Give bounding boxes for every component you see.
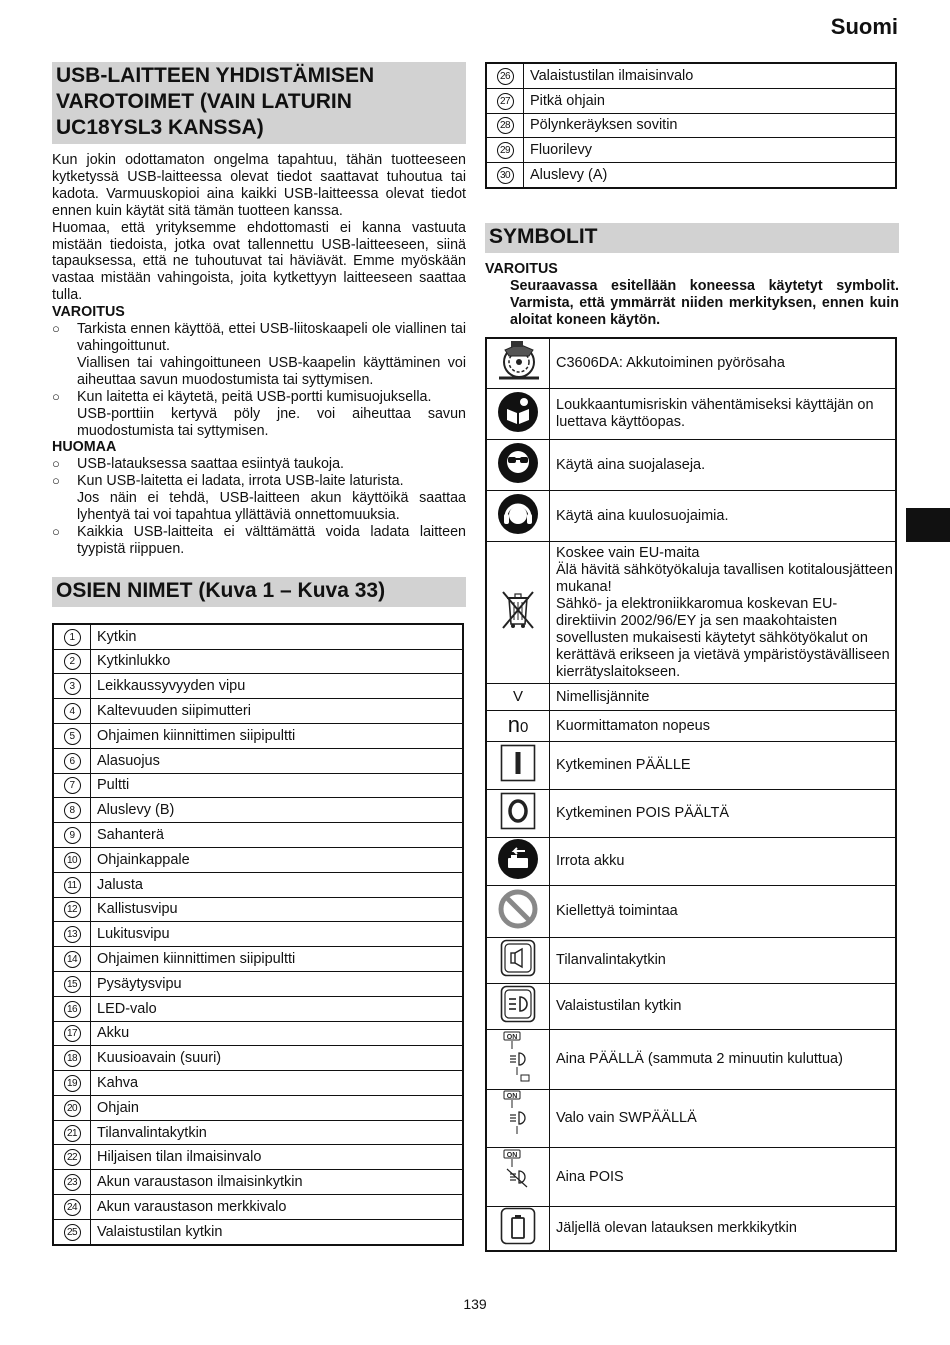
part-number-cell — [53, 1195, 91, 1220]
parts-row — [53, 674, 463, 699]
part-number: 1 — [64, 629, 81, 646]
part-number: 23 — [64, 1174, 81, 1191]
usb-note-heading: HUOMAA — [52, 439, 117, 456]
part-number: 25 — [64, 1224, 81, 1241]
symbols-table — [485, 337, 897, 1253]
symbol-row — [486, 886, 896, 938]
symbol-description: Kytkeminen PÄÄLLE — [550, 742, 897, 790]
part-number-cell — [486, 63, 524, 88]
light-mode-switch-icon-cell — [486, 984, 550, 1030]
symbol-description-line: Älä hävitä sähkötyökaluja tavallisen kotitalousjätteen mukana! — [556, 561, 893, 595]
part-number-cell — [53, 1021, 91, 1046]
usb-warning-list — [52, 321, 466, 439]
usb-warning-line: Tarkista ennen käyttöä, ettei USB-liitoskaapeli ole viallinen tai vahingoittunut. — [77, 321, 466, 354]
part-number: 15 — [64, 976, 81, 993]
usb-warning-line: USB-porttiin kertyvä pöly jne. voi aiheuttaa savun muodostumista tai syttymisen. — [77, 405, 466, 439]
part-number-cell — [53, 649, 91, 674]
parts-row — [53, 1046, 463, 1071]
part-label: Ohjaimen kiinnittimen siipipultti — [91, 723, 464, 748]
part-number: 8 — [64, 802, 81, 819]
parts-row — [486, 63, 896, 88]
parts-row — [53, 773, 463, 798]
safety-glasses-icon — [497, 442, 539, 484]
part-number: 17 — [64, 1025, 81, 1042]
part-number-cell — [53, 847, 91, 872]
symbol-row — [486, 1207, 896, 1252]
symbol-description — [550, 542, 897, 684]
parts-row — [53, 699, 463, 724]
usb-note-text — [77, 473, 466, 524]
symbol-row — [486, 440, 896, 491]
part-number: 22 — [64, 1149, 81, 1166]
part-number-cell — [53, 1120, 91, 1145]
part-number: 18 — [64, 1050, 81, 1067]
symbol-row — [486, 338, 896, 389]
no-load-speed-symbol-cell — [486, 711, 550, 742]
usb-intro-2: Huomaa, että yrityksemme ehdottomasti ei kanna vastuuta mistään tiedoista, jotka ovat tallennettu USB-laitteeseen, siinä tapauksessa, että ne tuhoutuvat tai häviävät. Emme myöskään vastaa mistään vahingoista, joita kytkettyyn laitteeseen saattaa tulla. — [52, 219, 466, 304]
parts-row — [53, 971, 463, 996]
part-label: Lukitusvipu — [91, 922, 464, 947]
battery-level-switch-icon-cell — [486, 1207, 550, 1252]
usb-note-line: USB-latauksessa saattaa esiintyä taukoja. — [77, 456, 345, 473]
part-label: Alasuojus — [91, 748, 464, 773]
part-label: Akun varaustason ilmaisinkytkin — [91, 1170, 464, 1195]
prohibited-icon-cell — [486, 886, 550, 938]
part-number-cell — [53, 872, 91, 897]
symbol-row — [486, 938, 896, 984]
symbol-row — [486, 742, 896, 790]
light-always-off-icon — [503, 1149, 533, 1201]
switch-on-icon — [500, 744, 536, 782]
page-language-label: Suomi — [830, 14, 898, 39]
part-label: Aluslevy (A) — [524, 163, 897, 188]
part-label: Pitkä ohjain — [524, 88, 897, 113]
part-number: 26 — [497, 68, 514, 85]
part-number: 14 — [64, 951, 81, 968]
weee-bin-icon — [498, 588, 538, 632]
symbol-description: C3606DA: Akkutoiminen pyörösaha — [550, 338, 897, 389]
parts-row — [486, 163, 896, 188]
prohibited-icon — [497, 888, 539, 930]
no-load-speed-symbol: n0 — [507, 711, 529, 737]
usb-note-item — [52, 456, 466, 473]
part-number-cell — [53, 947, 91, 972]
remove-battery-icon-cell — [486, 838, 550, 886]
part-number: 20 — [64, 1100, 81, 1117]
part-label: Jalusta — [91, 872, 464, 897]
part-label: Kallistusvipu — [91, 897, 464, 922]
symbol-description: Kytkeminen POIS PÄÄLTÄ — [550, 790, 897, 838]
part-number: 28 — [497, 117, 514, 134]
symbol-description: Käytä aina suojalaseja. — [550, 440, 897, 491]
part-number: 3 — [64, 678, 81, 695]
parts-table-left — [52, 623, 464, 1246]
part-number-cell — [53, 823, 91, 848]
part-number-cell — [53, 922, 91, 947]
parts-row — [53, 1195, 463, 1220]
usb-note-item — [52, 524, 466, 558]
bullet-icon: ○ — [52, 473, 60, 489]
usb-note-text — [77, 524, 466, 558]
light-always-off-icon-cell — [486, 1148, 550, 1207]
part-label: LED-valo — [91, 996, 464, 1021]
parts-row — [53, 872, 463, 897]
symbol-description-line: Koskee vain EU-maita — [556, 544, 700, 561]
symbol-description: Valo vain SWPÄÄLLÄ — [550, 1090, 897, 1148]
usb-note-line: Kaikkia USB-laitteita ei välttämättä voida ladata laitteen tyypistä riippuen. — [77, 523, 466, 557]
part-label: Pultti — [91, 773, 464, 798]
part-number-cell — [53, 798, 91, 823]
parts-row — [53, 1071, 463, 1096]
bullet-icon: ○ — [52, 388, 60, 404]
parts-table-right — [485, 62, 897, 189]
part-number-cell — [53, 773, 91, 798]
bullet-icon: ○ — [52, 321, 60, 337]
usb-warning-item — [52, 389, 466, 440]
section-tab-marker — [906, 508, 950, 542]
part-number-cell — [486, 138, 524, 163]
part-number: 19 — [64, 1075, 81, 1092]
symbol-description: Käytä aina kuulosuojaimia. — [550, 491, 897, 542]
symbol-description: Loukkaantumisriskin vähentämiseksi käyttäjän on luettava käyttöopas. — [550, 389, 897, 440]
part-number: 9 — [64, 827, 81, 844]
part-label: Kuusioavain (suuri) — [91, 1046, 464, 1071]
part-number-cell — [53, 1095, 91, 1120]
parts-row — [486, 113, 896, 138]
symbol-description: Valaistustilan kytkin — [550, 984, 897, 1030]
part-label: Akun varaustason merkkivalo — [91, 1195, 464, 1220]
switch-off-icon — [500, 792, 536, 830]
symbols-warning-heading: VAROITUS — [485, 260, 558, 277]
part-number-cell — [53, 897, 91, 922]
usb-warning-text — [77, 389, 466, 440]
svg-text:ON: ON — [506, 1151, 518, 1159]
parts-section-title: OSIEN NIMET (Kuva 1 – Kuva 33) — [52, 577, 466, 607]
part-label: Ohjaimen kiinnittimen siipipultti — [91, 947, 464, 972]
parts-row — [53, 996, 463, 1021]
symbol-row — [486, 389, 896, 440]
circular-saw-icon — [495, 340, 541, 382]
symbol-description: Aina POIS — [550, 1148, 897, 1207]
no-load-speed-symbol-subscript: 0 — [519, 718, 529, 736]
usb-note-item — [52, 473, 466, 524]
light-always-on-icon-cell — [486, 1030, 550, 1090]
part-label: Kahva — [91, 1071, 464, 1096]
parts-row — [53, 1170, 463, 1195]
symbols-warning-text: Seuraavassa esitellään koneessa käytetyt symbolit. Varmista, että ymmärrät niiden merkityksen, ennen kuin aloitat koneen käytön. — [510, 277, 899, 328]
usb-section-title: USB-LAITTEEN YHDISTÄMISEN VAROTOIMET (VAIN LATURIN UC18YSL3 KANSSA) — [52, 62, 466, 144]
usb-intro: Kun jokin odottamaton ongelma tapahtuu, tähän tuotteeseen kytketyssä USB-laitteessa olevat tiedot saattavat tuhoutua tai kadota. Varmuuskopioi aina kaikki USB-laitteessa olevat tiedot ennen kuin käytät sitä tämän tuotteen kanssa. — [52, 152, 466, 219]
mode-switch-icon — [500, 939, 536, 977]
battery-level-switch-icon — [500, 1207, 536, 1245]
voltage-symbol-cell — [486, 684, 550, 711]
remove-battery-icon — [497, 838, 539, 880]
read-manual-icon-cell — [486, 389, 550, 440]
usb-warning-line: Viallisen tai vahingoittuneen USB-kaapelin käyttäminen voi aiheuttaa savun muodostumista tai syttymisen. — [77, 354, 466, 388]
part-number-cell — [486, 163, 524, 188]
part-label: Ohjainkappale — [91, 847, 464, 872]
light-sw-on-icon — [503, 1090, 533, 1142]
part-number-cell — [53, 723, 91, 748]
part-label: Fluorilevy — [524, 138, 897, 163]
voltage-symbol: V — [512, 688, 523, 706]
bullet-icon: ○ — [52, 456, 60, 472]
symbol-row — [486, 711, 896, 742]
svg-text:ON: ON — [506, 1093, 518, 1101]
parts-row — [53, 1145, 463, 1170]
part-number: 11 — [64, 877, 81, 894]
part-number: 2 — [64, 653, 81, 670]
part-number: 13 — [64, 926, 81, 943]
part-number-cell — [53, 971, 91, 996]
part-label: Leikkaussyvyyden vipu — [91, 674, 464, 699]
symbol-row — [486, 542, 896, 684]
part-number-cell — [53, 674, 91, 699]
symbol-row — [486, 984, 896, 1030]
part-number: 7 — [64, 777, 81, 794]
parts-row — [53, 798, 463, 823]
part-number: 5 — [64, 728, 81, 745]
part-label: Valaistustilan ilmaisinvalo — [524, 63, 897, 88]
part-number: 27 — [497, 93, 514, 110]
mode-switch-icon-cell — [486, 938, 550, 984]
left-column — [52, 62, 466, 1246]
right-column — [485, 62, 899, 1252]
parts-row — [53, 947, 463, 972]
part-label: Tilanvalintakytkin — [91, 1120, 464, 1145]
circular-saw-icon-cell — [486, 338, 550, 389]
part-number: 29 — [497, 142, 514, 159]
part-label: Kaltevuuden siipimutteri — [91, 699, 464, 724]
parts-row — [53, 1021, 463, 1046]
parts-row — [53, 823, 463, 848]
part-number-cell — [486, 113, 524, 138]
part-label: Akku — [91, 1021, 464, 1046]
light-mode-switch-icon — [500, 985, 536, 1023]
svg-text:ON: ON — [506, 1034, 518, 1042]
ear-protection-icon — [497, 493, 539, 535]
symbols-section-title: SYMBOLIT — [485, 223, 899, 253]
symbol-description: Nimellisjännite — [550, 684, 897, 711]
part-number-cell — [53, 699, 91, 724]
part-number-cell — [53, 1145, 91, 1170]
parts-row — [53, 649, 463, 674]
usb-warning-text — [77, 321, 466, 389]
part-number-cell — [53, 996, 91, 1021]
switch-on-icon-cell — [486, 742, 550, 790]
symbol-description: Jäljellä olevan latauksen merkkikytkin — [550, 1207, 897, 1252]
light-sw-on-icon-cell — [486, 1090, 550, 1148]
part-label: Pölynkeräyksen sovitin — [524, 113, 897, 138]
parts-row — [53, 897, 463, 922]
part-number-cell — [53, 1170, 91, 1195]
part-number-cell — [53, 1071, 91, 1096]
symbol-row — [486, 491, 896, 542]
switch-off-icon-cell — [486, 790, 550, 838]
part-number-cell — [53, 624, 91, 649]
parts-row — [53, 624, 463, 649]
symbol-description: Irrota akku — [550, 838, 897, 886]
parts-row — [53, 1219, 463, 1244]
part-label: Aluslevy (B) — [91, 798, 464, 823]
symbol-description-line: Sähkö- ja elektroniikkaromua koskevan EU-direktiivin 2002/96/EY ja sen maakohtaisten sovellusten mukaisesti käytetyt sähkötyökalut on kerättävä erikseen ja vietävä ympäristöystävälliseen kierrätyslaitokseen. — [556, 595, 890, 680]
read-manual-icon — [497, 391, 539, 433]
usb-warning-item — [52, 321, 466, 389]
parts-row — [486, 88, 896, 113]
part-label: Ohjain — [91, 1095, 464, 1120]
part-label: Sahanterä — [91, 823, 464, 848]
part-number: 16 — [64, 1001, 81, 1018]
symbol-description: Kiellettyä toimintaa — [550, 886, 897, 938]
parts-row — [53, 723, 463, 748]
parts-row — [486, 138, 896, 163]
part-number: 10 — [64, 852, 81, 869]
part-label: Kytkinlukko — [91, 649, 464, 674]
usb-warning-line: Kun laitetta ei käytetä, peitä USB-portti kumisuojuksella. — [77, 388, 432, 405]
part-number-cell — [53, 1046, 91, 1071]
part-number-cell — [53, 748, 91, 773]
parts-row — [53, 1095, 463, 1120]
page-number: 139 — [463, 1296, 487, 1312]
part-label: Pysäytysvipu — [91, 971, 464, 996]
parts-row — [53, 748, 463, 773]
symbol-row — [486, 684, 896, 711]
symbol-description: Tilanvalintakytkin — [550, 938, 897, 984]
part-label: Valaistustilan kytkin — [91, 1219, 464, 1244]
part-number: 4 — [64, 703, 81, 720]
part-number-cell — [486, 88, 524, 113]
part-number: 21 — [64, 1125, 81, 1142]
part-number: 6 — [64, 753, 81, 770]
symbol-row — [486, 790, 896, 838]
usb-note-list — [52, 456, 466, 557]
usb-note-line: Jos näin ei tehdä, USB-laitteen akun käyttöikä saattaa lyhentyä tai voi tapahtua yllättäviä onnettomuuksia. — [77, 490, 466, 524]
light-always-on-icon — [503, 1031, 533, 1083]
symbol-description: Aina PÄÄLLÄ (sammuta 2 minuutin kuluttua) — [550, 1030, 897, 1090]
bullet-icon: ○ — [52, 523, 60, 539]
part-number: 30 — [497, 167, 514, 184]
weee-bin-icon-cell — [486, 542, 550, 684]
usb-warning-heading: VAROITUS — [52, 304, 125, 321]
usb-note-line: Kun USB-laitetta ei ladata, irrota USB-laite laturista. — [77, 473, 404, 490]
symbol-row — [486, 1030, 896, 1090]
part-number-cell — [53, 1219, 91, 1244]
part-label: Kytkin — [91, 624, 464, 649]
symbol-row — [486, 1090, 896, 1148]
symbol-row — [486, 1148, 896, 1207]
part-label: Hiljaisen tilan ilmaisinvalo — [91, 1145, 464, 1170]
parts-row — [53, 1120, 463, 1145]
parts-row — [53, 847, 463, 872]
symbol-row — [486, 838, 896, 886]
parts-row — [53, 922, 463, 947]
part-number: 24 — [64, 1199, 81, 1216]
safety-glasses-icon-cell — [486, 440, 550, 491]
usb-note-text — [77, 456, 466, 473]
part-number: 12 — [64, 901, 81, 918]
ear-protection-icon-cell — [486, 491, 550, 542]
symbol-description: Kuormittamaton nopeus — [550, 711, 897, 742]
